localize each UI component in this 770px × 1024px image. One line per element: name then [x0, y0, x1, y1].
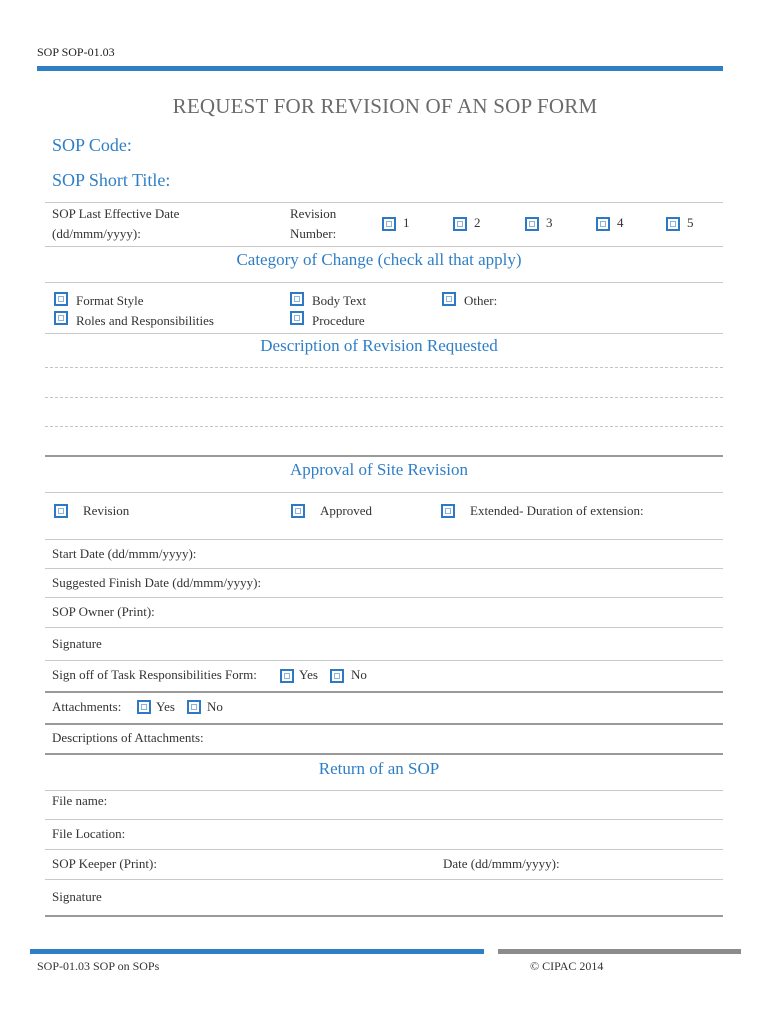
file-name-field[interactable]: File name:: [52, 793, 108, 808]
revision-4-label: 4: [617, 215, 624, 230]
file-location-field[interactable]: File Location:: [52, 826, 126, 841]
divider: [45, 849, 723, 850]
divider: [45, 627, 723, 628]
return-date-field[interactable]: Date (dd/mmm/yyyy):: [443, 856, 560, 871]
other-checkbox[interactable]: [442, 292, 456, 306]
procedure-checkbox[interactable]: [290, 311, 304, 325]
revision-2-checkbox[interactable]: [453, 217, 467, 231]
divider: [45, 539, 723, 540]
last-effective-date-format: (dd/mmm/yyyy):: [52, 226, 141, 241]
sop-owner-field[interactable]: SOP Owner (Print):: [52, 604, 155, 619]
approval-signature-field[interactable]: Signature: [52, 636, 102, 651]
description-line[interactable]: [45, 397, 723, 398]
divider: [45, 455, 723, 457]
sop-code-field[interactable]: SOP Code:: [52, 135, 132, 155]
header-accent-bar: [37, 66, 723, 71]
description-line[interactable]: [45, 426, 723, 427]
roles-responsibilities-label: Roles and Responsibilities: [76, 313, 214, 328]
body-text-label: Body Text: [312, 293, 367, 308]
procedure-label: Procedure: [312, 313, 365, 328]
approved-label: Approved: [320, 503, 372, 518]
format-style-checkbox[interactable]: [54, 292, 68, 306]
return-signature-field[interactable]: Signature: [52, 889, 102, 904]
extended-checkbox[interactable]: [441, 504, 455, 518]
description-heading: Description of Revision Requested: [260, 336, 498, 355]
revision-number-label-2: Number:: [290, 226, 337, 241]
format-style-label: Format Style: [76, 293, 144, 308]
revision-2-label: 2: [474, 215, 481, 230]
attachments-yes-checkbox[interactable]: [137, 700, 151, 714]
body-text-checkbox[interactable]: [290, 292, 304, 306]
other-label: Other:: [464, 293, 498, 308]
revision-5-checkbox[interactable]: [666, 217, 680, 231]
divider: [45, 202, 723, 203]
category-heading: Category of Change (check all that apply): [236, 250, 522, 269]
divider: [45, 879, 723, 880]
footer-gray-bar: [498, 949, 741, 954]
approval-revision-label: Revision: [83, 503, 130, 518]
description-line[interactable]: [45, 367, 723, 368]
footer-copyright: © CIPAC 2014: [530, 959, 604, 973]
divider: [45, 597, 723, 598]
start-date-field[interactable]: Start Date (dd/mmm/yyyy):: [52, 546, 197, 561]
attachments-no-checkbox[interactable]: [187, 700, 201, 714]
signoff-label: Sign off of Task Responsibilities Form:: [52, 667, 257, 682]
divider: [45, 790, 723, 791]
attachments-description-field[interactable]: Descriptions of Attachments:: [52, 730, 204, 745]
header-doc-code: SOP SOP-01.03: [37, 45, 115, 59]
approved-checkbox[interactable]: [291, 504, 305, 518]
attachments-no-label: No: [207, 699, 223, 714]
divider: [45, 915, 723, 917]
signoff-yes-checkbox[interactable]: [280, 669, 294, 683]
revision-5-label: 5: [687, 215, 694, 230]
divider: [45, 819, 723, 820]
approval-heading: Approval of Site Revision: [289, 460, 468, 479]
signoff-no-checkbox[interactable]: [330, 669, 344, 683]
footer-doc-reference: SOP-01.03 SOP on SOPs: [37, 959, 160, 973]
divider: [45, 246, 723, 247]
page-title: REQUEST FOR REVISION OF AN SOP FORM: [172, 94, 598, 118]
revision-1-checkbox[interactable]: [382, 217, 396, 231]
sop-keeper-field[interactable]: SOP Keeper (Print):: [52, 856, 157, 871]
roles-responsibilities-checkbox[interactable]: [54, 311, 68, 325]
signoff-yes-label: Yes: [299, 667, 318, 682]
divider: [45, 660, 723, 661]
revision-3-checkbox[interactable]: [525, 217, 539, 231]
return-heading: Return of an SOP: [318, 759, 440, 778]
divider: [45, 753, 723, 755]
approval-revision-checkbox[interactable]: [54, 504, 68, 518]
last-effective-date-label: SOP Last Effective Date: [52, 206, 180, 221]
revision-3-label: 3: [546, 215, 553, 230]
sop-short-title-field[interactable]: SOP Short Title:: [52, 170, 171, 190]
divider: [45, 333, 723, 334]
signoff-no-label: No: [351, 667, 367, 682]
revision-1-label: 1: [403, 215, 410, 230]
divider: [45, 492, 723, 493]
revision-number-label: Revision: [290, 206, 337, 221]
attachments-yes-label: Yes: [156, 699, 175, 714]
divider: [45, 691, 723, 693]
divider: [45, 723, 723, 725]
attachments-label: Attachments:: [52, 699, 122, 714]
footer-accent-bar: [30, 949, 484, 954]
finish-date-field[interactable]: Suggested Finish Date (dd/mmm/yyyy):: [52, 575, 262, 590]
divider: [45, 282, 723, 283]
divider: [45, 568, 723, 569]
extended-label: Extended- Duration of extension:: [470, 503, 644, 518]
revision-4-checkbox[interactable]: [596, 217, 610, 231]
